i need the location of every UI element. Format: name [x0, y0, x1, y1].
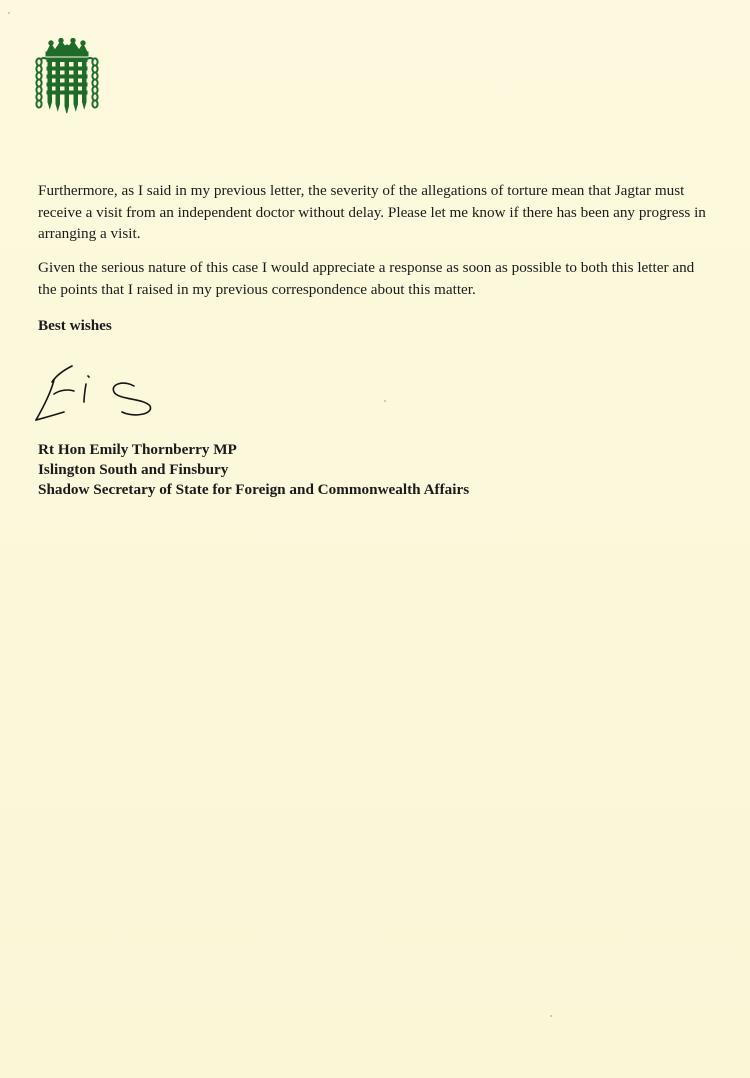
letter-paragraph: Furthermore, as I said in my previous letter, the severity of the allegations of torture mean that Jagtar must receive a visit from an independent doctor without delay. Please let me know if there has been any progress in arranging a visit. — [38, 182, 706, 242]
signatory-role: Shadow Secretary of State for Foreign and Commonwealth Affairs — [38, 481, 470, 498]
paper-speck — [550, 1015, 552, 1017]
paper-speck — [384, 400, 386, 402]
portcullis-crest-icon — [33, 38, 101, 116]
paper-speck — [8, 12, 10, 14]
letter-paragraph: Given the serious nature of this case I would appreciate a response as soon as possible to both this letter and the points that I raised in my previous correspondence about this matter. — [38, 259, 695, 298]
closing-line: Best wishes — [38, 317, 112, 334]
handwritten-signature — [30, 360, 170, 432]
signature-block — [38, 440, 469, 500]
signatory-name: Rt Hon Emily Thornberry MP — [38, 441, 237, 458]
signatory-constituency: Islington South and Finsbury — [38, 461, 229, 478]
